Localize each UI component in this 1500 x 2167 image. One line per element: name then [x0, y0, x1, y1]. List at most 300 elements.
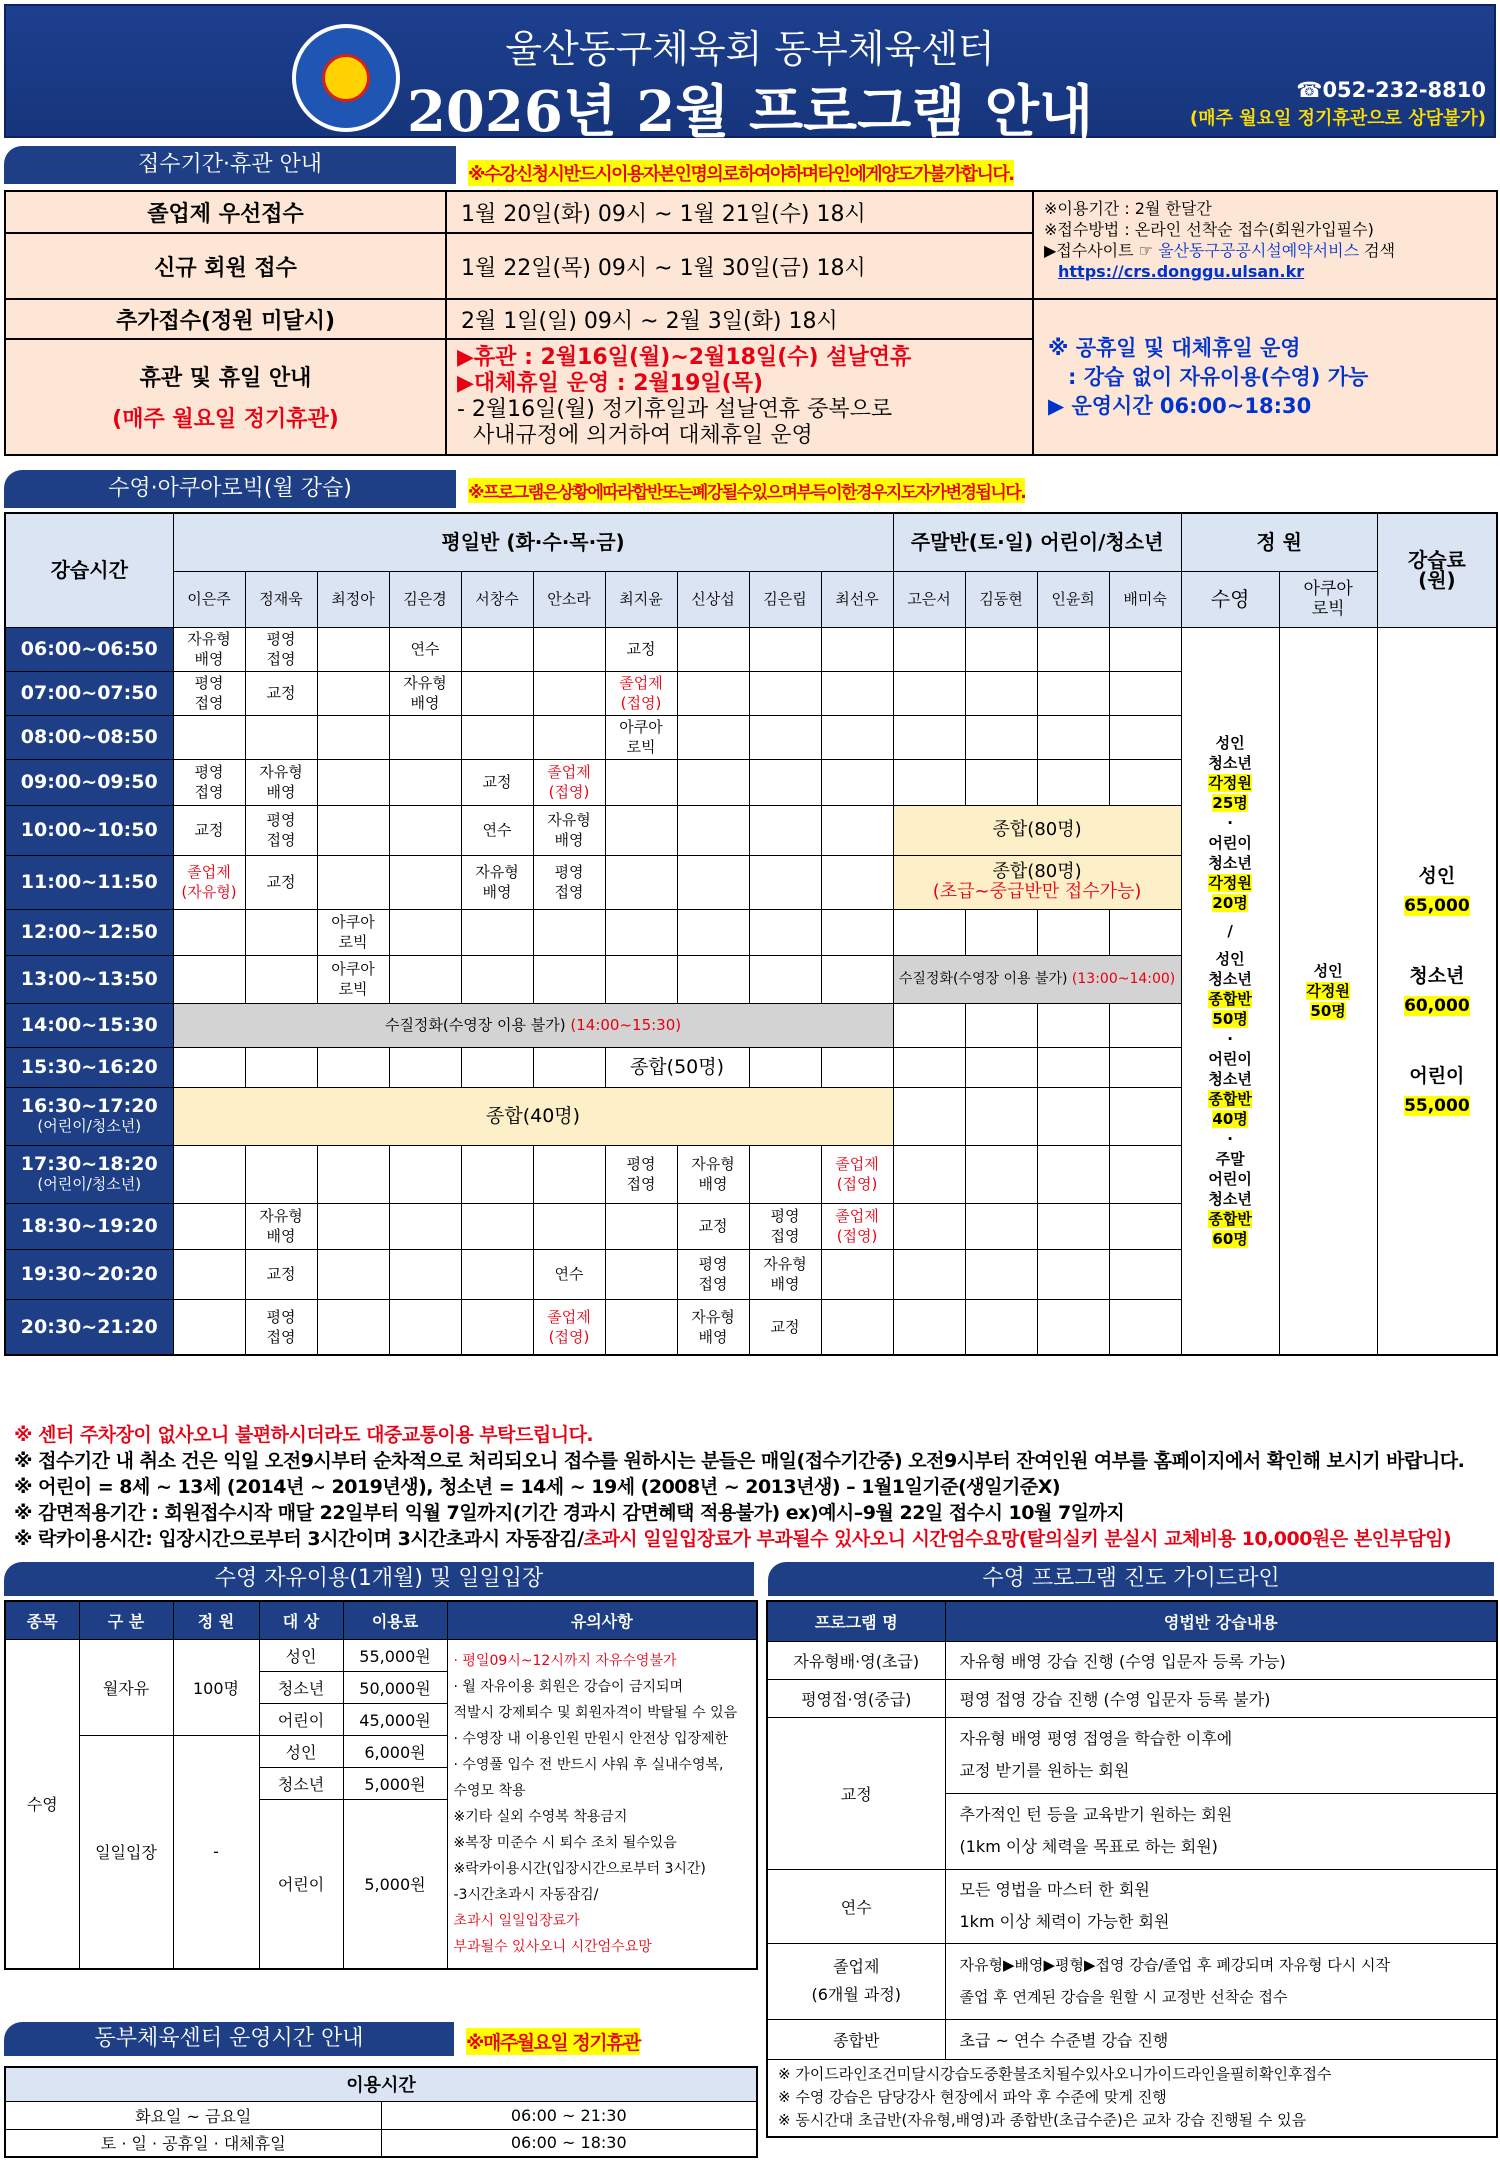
lesson-slot: 연수 — [533, 1249, 605, 1299]
lesson-slot: 교정 — [749, 1299, 821, 1355]
empty-slot — [1109, 1249, 1181, 1299]
text-label: 40명 — [1212, 1109, 1248, 1128]
table-cell: 55,000원 — [343, 1639, 447, 1671]
empty-slot — [389, 955, 461, 1003]
empty-slot — [389, 715, 461, 759]
table-cell: 어린이 — [259, 1703, 343, 1735]
page-title: 2026년 2월 프로그램 안내 — [406, 79, 1094, 145]
text-label: 11:00~11:50 — [20, 871, 158, 893]
lesson-slot: 평영 접영 — [245, 1299, 317, 1355]
text-label: 청소년 — [1208, 1189, 1252, 1208]
text-label: ※ 락카이용시간: 입장시간으로부터 3시간이며 3시간초과시 자동잠김/ — [14, 1528, 584, 1550]
lesson-slot — [173, 855, 245, 909]
empty-slot — [1037, 1003, 1109, 1047]
table-cell: 초급 ~ 연수 수준별 강습 진행 — [945, 2019, 1497, 2059]
empty-slot — [821, 855, 893, 909]
booking-link[interactable]: https://crs.donggu.ulsan.kr — [1058, 262, 1305, 281]
water-cleaning — [173, 1003, 893, 1047]
empty-slot — [965, 1203, 1037, 1249]
text-label: 어린이 — [1208, 833, 1252, 852]
table-cell: 어린이 — [259, 1799, 343, 1969]
text-label: 20:30~21:20 — [20, 1315, 158, 1338]
empty-slot — [317, 805, 389, 855]
text-label: 25명 — [1212, 793, 1248, 812]
empty-slot — [893, 1047, 965, 1087]
notice-list — [14, 1422, 1494, 1552]
empty-slot — [749, 627, 821, 671]
table-cell: 프로그램 명 — [767, 1601, 945, 1641]
text-label: · — [1227, 813, 1233, 832]
table-cell: 정 원 — [173, 1601, 259, 1639]
empty-slot — [1037, 1203, 1109, 1249]
lesson-slot: 교정 — [173, 805, 245, 855]
table-cell: 5,000원 — [343, 1767, 447, 1799]
guide-note: ※ 동시간대 초급반(자유형,배영)과 종합반(초급수준)은 교차 강습 진행될 수 있음 — [778, 2111, 1307, 2130]
text-label: (접영) — [836, 1227, 878, 1245]
text-label: 06:00~06:50 — [20, 638, 158, 660]
text-label: 18:30~19:20 — [20, 1215, 158, 1237]
guide-note: ※ 가이드라인조건미달시강습도중환불조치될수있사오니가이드라인을필히확인후접수 — [778, 2065, 1332, 2084]
lesson-slot: 교정 — [605, 627, 677, 671]
instructor-header: 이은주 — [173, 571, 245, 627]
text-label: / — [1227, 921, 1233, 940]
table-cell: 일일입장 — [79, 1735, 173, 1969]
table-cell — [945, 1717, 1497, 1793]
empty-slot — [821, 715, 893, 759]
empty-slot — [1109, 627, 1181, 671]
empty-slot — [1037, 1145, 1109, 1203]
text-label: 수질정화(수영장 이용 불가) — [898, 971, 1068, 987]
empty-slot — [317, 1299, 389, 1355]
text-label: 19:30~20:20 — [20, 1263, 158, 1285]
empty-slot — [821, 805, 893, 855]
empty-slot — [1109, 1047, 1181, 1087]
notice-line: 초과시 일일입장료가 — [453, 1912, 580, 1929]
table-cell: 교정 — [767, 1717, 945, 1869]
table-cell: 06:00 ~ 18:30 — [381, 2129, 757, 2157]
text-label: 종합(80명) — [992, 861, 1082, 882]
text-label: ※ 감면적용기간 : 회원접수시작 매달 22일부터 익월 7일까지(기간 경과시 감면혜택 적용불가) ex)예시–9월 22일 접수시 10월 7일까지 — [14, 1502, 1125, 1524]
text-label: 졸업제 — [835, 1207, 879, 1225]
text-label: 어린이 — [1208, 1169, 1252, 1188]
empty-slot — [1037, 1047, 1109, 1087]
table-cell — [945, 1943, 1497, 2019]
text-label: 성인 — [1313, 961, 1343, 980]
lesson-slot: 교정 — [245, 855, 317, 909]
empty-slot — [677, 805, 749, 855]
lesson-slot: 평영 접영 — [605, 1145, 677, 1203]
table-cell: 종합반 — [767, 2019, 945, 2059]
empty-slot — [749, 671, 821, 715]
empty-slot — [965, 715, 1037, 759]
table-cell: 신규 회원 접수 — [5, 233, 446, 299]
empty-slot — [965, 1299, 1037, 1355]
empty-slot — [821, 1299, 893, 1355]
empty-slot — [965, 759, 1037, 805]
empty-slot — [245, 715, 317, 759]
time-slot — [5, 909, 173, 955]
text-label: 졸업 후 연계된 강습을 원할 시 교정반 선착순 접수 — [959, 1988, 1288, 2006]
empty-slot — [749, 759, 821, 805]
table-cell: 평일반 (화·수·목·금) — [173, 513, 893, 571]
text-label: 성인 — [1215, 949, 1245, 968]
empty-slot — [965, 909, 1037, 955]
empty-slot — [389, 805, 461, 855]
empty-slot — [1037, 909, 1109, 955]
lesson-slot: 자유형 배영 — [245, 1203, 317, 1249]
lesson-slot: 자유형 배영 — [389, 671, 461, 715]
lesson-slot: 평영 접영 — [173, 759, 245, 805]
empty-slot — [1109, 1087, 1181, 1145]
lesson-slot: 아쿠아 로빅 — [317, 955, 389, 1003]
empty-slot — [1037, 715, 1109, 759]
notice-line: ※기타 실외 수영복 착용금지 — [453, 1808, 628, 1825]
table-cell: 정 원 — [1181, 513, 1377, 571]
empty-slot — [245, 1145, 317, 1203]
text-label: (어린이/청소년) — [37, 1117, 142, 1135]
empty-slot — [605, 759, 677, 805]
instructor-header: 정재욱 — [245, 571, 317, 627]
consult-closed-note: (매주 월요일 정기휴관으로 상담불가) — [1189, 108, 1486, 129]
empty-slot — [749, 805, 821, 855]
empty-slot — [1037, 1249, 1109, 1299]
hours-warning: ※매주월요일 정기휴관 — [466, 2028, 640, 2055]
empty-slot — [389, 759, 461, 805]
time-slot — [5, 855, 173, 909]
lesson-slot: 평영 접영 — [245, 627, 317, 671]
lesson-slot: 자유형 배영 — [677, 1145, 749, 1203]
empty-slot — [893, 1203, 965, 1249]
notice-line: 수영모 착용 — [453, 1782, 526, 1799]
text-label: (13:00~14:00) — [1071, 971, 1176, 987]
text-label: ▶휴관 : 2월16일(월)~2월18일(수) 설날연휴 — [457, 345, 912, 370]
text-label: ※ 어린이 = 8세 ~ 13세 (2014년 ~ 2019년생), 청소년 = 14세 ~ 19세 (2008년 ~ 2013년생) – 1월1일기준(생일기준X) — [14, 1476, 1061, 1498]
weekend-combined — [893, 855, 1181, 909]
notice-line: 부과될수 있사오니 시간엄수요망 — [453, 1938, 652, 1955]
empty-slot — [965, 1249, 1037, 1299]
table-cell: 45,000원 — [343, 1703, 447, 1735]
empty-slot — [317, 855, 389, 909]
text-label: (6개월 과정) — [811, 1985, 902, 2004]
text-label: 수질정화(수영장 이용 불가) — [384, 1016, 566, 1034]
empty-slot — [605, 909, 677, 955]
closure-details — [446, 339, 1033, 455]
empty-slot — [461, 955, 533, 1003]
time-slot — [5, 1145, 173, 1203]
empty-slot — [1109, 909, 1181, 955]
table-cell: 종목 — [5, 1601, 79, 1639]
lesson-slot: 연수 — [389, 627, 461, 671]
time-slot — [5, 1249, 173, 1299]
holiday-info — [1033, 299, 1497, 455]
table-cell: 5,000원 — [343, 1799, 447, 1969]
empty-slot — [821, 671, 893, 715]
text-label: ※ 접수기간 내 취소 건은 익일 오전9시부터 순차적으로 처리되오니 접수를 원하시는 분들은 매일(접수기간중) 오전9시부터 잔여인원 여부를 홈페이지에서 확인해 보시기 바랍니다. — [14, 1450, 1465, 1472]
empty-slot — [677, 955, 749, 1003]
instructor-header: 최정아 — [317, 571, 389, 627]
time-slot — [5, 1087, 173, 1145]
text-label: 13:00~13:50 — [20, 968, 158, 990]
table-cell: 수영 — [5, 1639, 79, 1969]
empty-slot — [317, 627, 389, 671]
empty-slot — [245, 909, 317, 955]
empty-slot — [533, 715, 605, 759]
lesson-schedule-table — [4, 512, 1498, 1356]
empty-slot — [605, 1203, 677, 1249]
empty-slot — [1037, 1087, 1109, 1145]
empty-slot — [389, 1299, 461, 1355]
text-label: 청소년 — [1208, 969, 1252, 988]
lesson-slot: 교정 — [461, 759, 533, 805]
empty-slot — [173, 1047, 245, 1087]
text-label: 12:00~12:50 — [20, 921, 158, 943]
notice-line: 적발시 강제퇴수 및 회원자격이 박탈될 수 있음 — [453, 1704, 738, 1721]
text-label: (매주 월요일 정기휴관) — [112, 407, 339, 432]
table-cell — [447, 1639, 757, 1969]
empty-slot — [533, 1203, 605, 1249]
text-label: 17:30~18:20 — [20, 1153, 158, 1175]
empty-slot — [389, 1203, 461, 1249]
table-cell: 06:00 ~ 21:30 — [381, 2101, 757, 2129]
empty-slot — [1037, 1299, 1109, 1355]
notice-line: · 수영풀 입수 전 반드시 샤워 후 실내수영복, — [453, 1756, 724, 1773]
empty-slot — [965, 627, 1037, 671]
time-slot — [5, 1003, 173, 1047]
table-cell: 화요일 ~ 금요일 — [5, 2101, 381, 2129]
hours-table — [4, 2066, 758, 2158]
empty-slot — [893, 759, 965, 805]
capacity-aqua-header: 아쿠아 로빅 — [1279, 571, 1377, 627]
lesson-slot — [605, 671, 677, 715]
table-cell: 이용료 — [343, 1601, 447, 1639]
empty-slot — [461, 1299, 533, 1355]
lesson-slot: 자유형 배영 — [245, 759, 317, 805]
table-cell: 성인 — [259, 1735, 343, 1767]
empty-slot — [245, 1047, 317, 1087]
empty-slot — [821, 627, 893, 671]
lesson-slot: 평영 접영 — [173, 671, 245, 715]
time-slot — [5, 1047, 173, 1087]
section-tab-hours: 동부체육센터 운영시간 안내 — [4, 2022, 454, 2056]
empty-slot — [965, 671, 1037, 715]
lesson-slot: 자유형 배영 — [461, 855, 533, 909]
swim-capacity — [1181, 627, 1279, 1355]
text-label: ▶대체휴일 운영 : 2월19일(목) — [457, 371, 763, 396]
text-label: ※이용기간 : 2월 한달간 — [1044, 199, 1212, 218]
empty-slot — [1037, 627, 1109, 671]
table-cell: 추가접수(정원 미달시) — [5, 299, 446, 339]
lesson-slot: 연수 — [461, 805, 533, 855]
phone-number: ☎052-232-8810 — [1296, 78, 1486, 102]
table-cell — [945, 1869, 1497, 1943]
text-label: 50명 — [1310, 1001, 1346, 1020]
text-label: 졸업제 — [547, 1307, 591, 1326]
text-label: (접영) — [836, 1175, 878, 1193]
text-label: 각정원 — [1208, 873, 1252, 892]
instructor-header: 최지윤 — [605, 571, 677, 627]
text-label: 종합반 — [1208, 989, 1252, 1008]
lesson-slot: 교정 — [245, 671, 317, 715]
text-label: 초과시 일일입장료가 부과될수 있사오니 시간엄수요망(탈의실키 분실시 교체비용 10,000원은 본인부담임) — [583, 1528, 1452, 1550]
row-label: 졸업제 우선접수 — [5, 191, 446, 233]
text-label: 55,000 — [1404, 1095, 1470, 1116]
empty-slot — [605, 805, 677, 855]
lesson-slot: 평영 접영 — [533, 855, 605, 909]
text-label: ※ 공휴일 및 대체휴일 운영 — [1048, 335, 1301, 360]
lesson-slot: 아쿠아 로빅 — [605, 715, 677, 759]
text-label: · — [1227, 1129, 1233, 1148]
empty-slot — [389, 1145, 461, 1203]
time-slot — [5, 671, 173, 715]
empty-slot — [461, 1047, 533, 1087]
text-label: ※ 센터 주차장이 없사오니 불편하시더라도 대중교통이용 부탁드립니다. — [14, 1424, 594, 1446]
empty-slot — [605, 855, 677, 909]
empty-slot — [461, 627, 533, 671]
text-label: 50명 — [1212, 1009, 1248, 1028]
registration-table — [4, 190, 1498, 456]
section-tab-guide: 수영 프로그램 진도 가이드라인 — [768, 1562, 1494, 1596]
text-label: 청소년 — [1208, 753, 1252, 772]
empty-slot — [893, 909, 965, 955]
empty-slot — [533, 627, 605, 671]
empty-slot — [821, 955, 893, 1003]
weekend-cleaning — [893, 955, 1181, 1003]
table-cell: 영법반 강습내용 — [945, 1601, 1497, 1641]
empty-slot — [605, 955, 677, 1003]
empty-slot — [893, 627, 965, 671]
text-label: 졸업제 — [187, 863, 231, 881]
empty-slot — [173, 715, 245, 759]
table-cell: 대 상 — [259, 1601, 343, 1639]
empty-slot — [893, 671, 965, 715]
empty-slot — [317, 671, 389, 715]
empty-slot — [749, 715, 821, 759]
weekend-combined: 종합(80명) — [893, 805, 1181, 855]
table-cell — [767, 1943, 945, 2019]
empty-slot — [677, 759, 749, 805]
empty-slot — [749, 955, 821, 1003]
empty-slot — [461, 715, 533, 759]
instructor-header: 안소라 — [533, 571, 605, 627]
empty-slot — [173, 1203, 245, 1249]
empty-slot — [605, 1249, 677, 1299]
empty-slot — [677, 715, 749, 759]
lesson-slot — [533, 759, 605, 805]
text-label: 10:00~10:50 — [20, 819, 158, 841]
text-label: 추가적인 턴 등을 교육받기 원하는 회원 — [959, 1805, 1233, 1824]
instructor-header: 신상섭 — [677, 571, 749, 627]
notice-line: · 평일09시~12시까지 자유수영불가 — [453, 1652, 677, 1669]
time-slot — [5, 627, 173, 671]
text-label: 성인 — [1418, 864, 1456, 887]
guide-table — [766, 1600, 1498, 2138]
text-label: 모든 영법을 마스터 한 회원 — [959, 1880, 1150, 1899]
lesson-slot: 평영 접영 — [749, 1203, 821, 1249]
text-label: (1km 이상 체력을 목표로 하는 회원) — [959, 1837, 1218, 1856]
table-cell: 구 분 — [79, 1601, 173, 1639]
guide-note: ※ 수영 강습은 담당강사 현장에서 파악 후 수준에 맞게 진행 — [778, 2088, 1167, 2107]
text-label: 졸업제 — [619, 674, 663, 692]
empty-slot — [317, 1203, 389, 1249]
time-slot — [5, 1299, 173, 1355]
text-label: 어린이 — [1208, 1049, 1252, 1068]
text-label: 07:00~07:50 — [20, 682, 158, 704]
lesson-slot — [533, 1299, 605, 1355]
text-label: (초급~중급반만 접수가능) — [932, 881, 1142, 902]
capacity-swim-header: 수영 — [1181, 571, 1279, 627]
empty-slot — [1109, 715, 1181, 759]
empty-slot — [317, 1145, 389, 1203]
instructor-header: 김은립 — [749, 571, 821, 627]
empty-slot — [389, 1249, 461, 1299]
table-cell: 50,000원 — [343, 1671, 447, 1703]
empty-slot — [1109, 671, 1181, 715]
text-label: 14:00~15:30 — [20, 1014, 158, 1036]
empty-slot — [605, 1299, 677, 1355]
registration-warning: ※수강신청시반드시이용자본인명의로하여야하며타인에게양도가불가합니다. — [468, 160, 1014, 186]
text-label: (어린이/청소년) — [37, 1175, 142, 1193]
notice-line: · 월 자유이용 회원은 강습이 금지되며 — [453, 1678, 684, 1695]
lesson-slot: 평영 접영 — [677, 1249, 749, 1299]
lessons-warning: ※프로그램은상황에따라합반또는폐강될수있으며부득이한경우지도자가변경됩니다. — [468, 478, 1025, 503]
text-label: 60명 — [1212, 1229, 1248, 1248]
empty-slot — [821, 759, 893, 805]
notice-line: -3시간초과시 자동잠김/ — [453, 1886, 599, 1903]
empty-slot — [965, 1145, 1037, 1203]
text-label: (접영) — [548, 783, 590, 801]
text-label: 주말 — [1215, 1149, 1245, 1168]
instructor-header: 최선우 — [821, 571, 893, 627]
combined-class: 종합(50명) — [605, 1047, 749, 1087]
table-cell: 강습료 (원) — [1377, 513, 1497, 627]
lesson-slot — [821, 1145, 893, 1203]
notice-line: ※복장 미준수 시 퇴수 조치 될수있음 — [453, 1834, 677, 1851]
text-label: 졸업제 — [835, 1155, 879, 1173]
table-cell — [945, 1793, 1497, 1869]
combined-class: 종합(40명) — [173, 1087, 893, 1145]
text-label: 자유형▶배영▶평형▶접영 강습/졸업 후 폐강되며 자유형 다시 시작 — [959, 1956, 1391, 1974]
text-label: 어린이 — [1409, 1064, 1465, 1087]
text-label: 성인 — [1215, 733, 1245, 752]
lesson-slot — [821, 1203, 893, 1249]
empty-slot — [533, 909, 605, 955]
free-use-table — [4, 1600, 758, 1970]
table-cell: 이용시간 — [5, 2067, 757, 2101]
text-label: 각정원 — [1306, 981, 1350, 1000]
section-tab-lessons: 수영·아쿠아로빅(월 강습) — [4, 470, 456, 508]
instructor-header: 김동현 — [965, 571, 1037, 627]
table-cell: 자유형배·영(초급) — [767, 1641, 945, 1679]
empty-slot — [1109, 1145, 1181, 1203]
table-cell: 성인 — [259, 1639, 343, 1671]
empty-slot — [821, 1249, 893, 1299]
text-label: 09:00~09:50 — [20, 771, 158, 793]
fee-column — [1377, 627, 1497, 1355]
empty-slot — [965, 1047, 1037, 1087]
empty-slot — [173, 1145, 245, 1203]
empty-slot — [389, 855, 461, 909]
text-label: 청소년 — [1208, 853, 1252, 872]
header-subtitle: 울산동구체육회 동부체육센터 — [505, 27, 995, 71]
empty-slot — [461, 1249, 533, 1299]
text-label: (자유형) — [181, 883, 237, 901]
text-label: 65,000 — [1404, 895, 1470, 916]
empty-slot — [317, 1249, 389, 1299]
aqua-capacity — [1279, 627, 1377, 1355]
table-cell: 주말반(토·일) 어린이/청소년 — [893, 513, 1181, 571]
empty-slot — [1109, 759, 1181, 805]
empty-slot — [893, 1003, 965, 1047]
